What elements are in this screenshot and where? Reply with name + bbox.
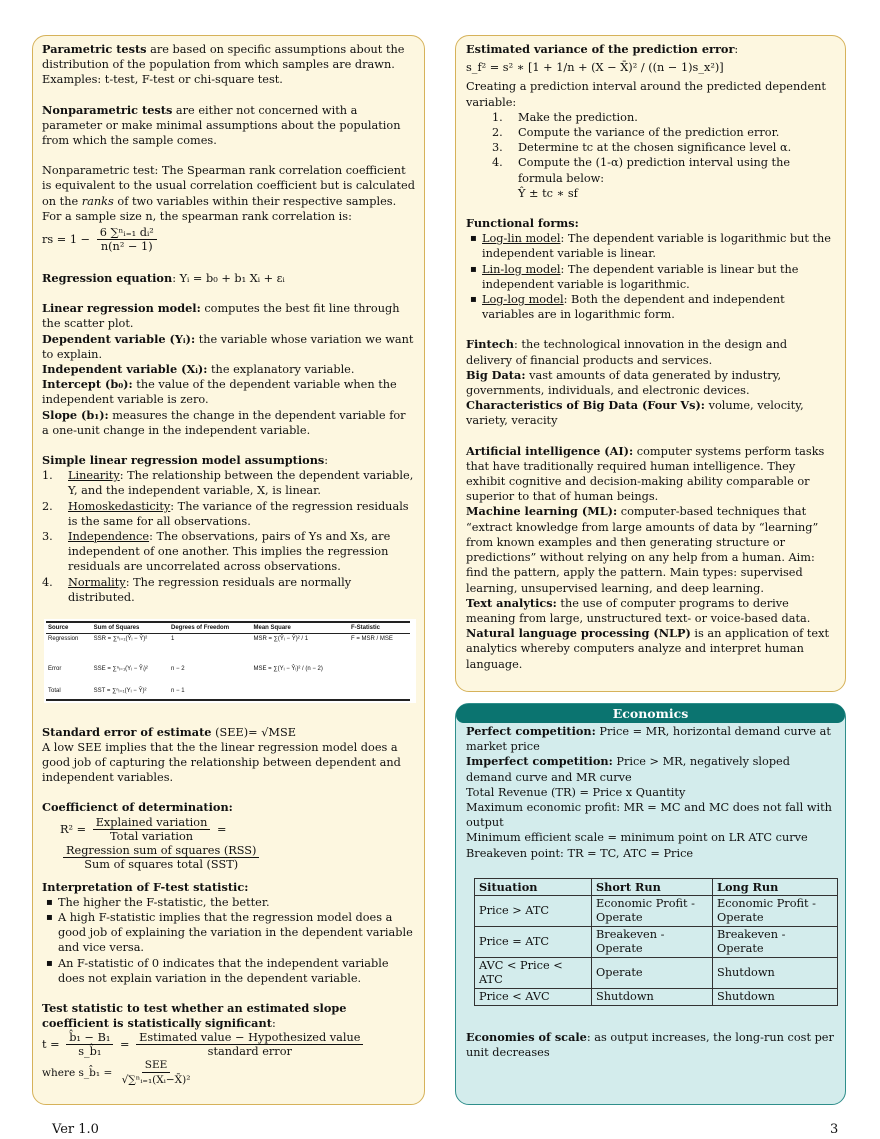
prediction-intro: Creating a prediction interval around the predicted dependent variable: (466, 80, 826, 109)
operate-shutdown-table: Situation Short Run Long Run Price > ATC Economic Profit - Operate Economic Profit - Operate Price = ATC Breakeven - Operate Breakeven - Operate AVC < Price < ATC Operate Shutdown Price < AVC Shutdown Shutdown (474, 878, 838, 1006)
sb-formula: where s_b̂₁ = $\frac{\text{SEE}}{\text{√∑ⁿᵢ₌₁(Xᵢ−X̄)²}}$ (42, 1059, 191, 1087)
definition-item: Artificial intelligence (AI): computer systems perform tasks that have traditionally required human intelligence. They exhibit cognitive and decision-making ability comparable or superior to that of human beings. (466, 443, 825, 504)
definition-item: Linear regression model: computes the best fit line through the scatter plot. (42, 301, 400, 331)
list-item: 4. Compute the (1-α) prediction interval using the formula below: (492, 156, 791, 185)
parametric-tests: Parametric tests are based on specific assumptions about the distribution of the population from which samples are drawn. Examples: t-test, F-test or chi-square test. (42, 42, 405, 87)
version-label: Ver 1.0 (52, 1122, 99, 1137)
economics-line: Minimum efficient scale = minimum point on LR ATC curve (466, 831, 808, 845)
economics-line: Imperfect competition: Price > MR, negatively sloped demand curve and MR curve (466, 754, 790, 784)
economics-panel (455, 703, 846, 1105)
list-item: ▪ The higher the F-statistic, the better. (58, 895, 415, 910)
definition-item: Characteristics of Big Data (Four Vs): volume, velocity, variety, veracity (466, 398, 804, 428)
table-row: Price < AVC Shutdown Shutdown (475, 988, 838, 1005)
right-top-panel (455, 35, 846, 692)
table-row: AVC < Price < ATC Operate Shutdown (475, 957, 838, 988)
anova-table: Source Sum of Squares Degrees of Freedom Mean Square F-Statistic Regression SSR = ∑ⁿᵢ₌₁(Ŷᵢ − Ȳ)² 1 MSR = ∑(Ŷᵢ − Ȳ)² / 1 F = MSR / MSE Error SSE = ∑ⁿᵢ₌₁(Yᵢ − Ŷᵢ)² n − 2 MSE = ∑(Yᵢ − Ŷᵢ)² / (n − 2) Total SST = ∑ⁿᵢ₌₁(Yᵢ − Ȳ)² n − 1 (46, 621, 410, 701)
page-number: 3 (830, 1122, 839, 1137)
ttest-heading: Test statistic to test whether an estimated slope coefficient is statistically significant: (42, 1001, 347, 1031)
assumptions-heading: Simple linear regression model assumptions: (42, 453, 329, 468)
ftest-list (42, 895, 415, 986)
definition-item: Slope (b₁): measures the change in the dependent variable for a one-unit change in the independent variable. (42, 407, 406, 437)
regression-definitions (42, 301, 415, 438)
definition-item: Big Data: vast amounts of data generated by industry, governments, individuals, and electronic devices. (466, 367, 782, 398)
list-item: 3. Determine tc at the chosen significance level α. (492, 141, 792, 155)
economics-line: Perfect competition: Price = MR, horizontal demand curve at market price (466, 724, 831, 754)
economics-line: Maximum economic profit: MR = MC and MC does not fall with output (466, 801, 832, 830)
left-panel (32, 35, 425, 1105)
economies-of-scale: Economies of scale: as output increases, the long-run cost per unit decreases (466, 1029, 834, 1060)
spearman-formula: rs = 1 − $\frac{\text{6 ∑ⁿᵢ₌₁ dᵢ²}}{\text{n(n² − 1)}}$ (42, 226, 415, 254)
list-item: 3. Independence: The observations, pairs of Ys and Xs, are independent of one another. This implies the regression residuals are uncorrelated across observations. (42, 530, 391, 574)
economics-line: Breakeven point: TR = TC, ATC = Price (466, 846, 694, 860)
fintech-section (466, 337, 836, 428)
ai-section (466, 444, 836, 672)
economics-title: Economics (456, 704, 845, 723)
definition-item: Machine learning (ML): computer-based techniques that “extract knowledge from large amounts of data by “learning” from known examples and then generating structure or predictions” without relying on any help from a human. Aim: find the pattern, apply the pattern. Main types: supervised learning, unsupervised learning, and deep learning. (466, 504, 819, 595)
list-item: 2. Compute the variance of the prediction error. (492, 126, 780, 140)
spearman-text: Nonparametric test: The Spearman rank correlation coefficient is equivalent to the usual correlation coefficient but is calculated on the ranks of two variables within their respective samples. For a sample size n, the spearman rank correlation is: (42, 164, 415, 223)
regression-equation: Regression equation: Yᵢ = b₀ + b₁ Xᵢ + εᵢ (42, 271, 285, 286)
prediction-interval: Ŷ ± tc ∗ sf (518, 186, 578, 200)
list-item: 2. Homoskedasticity: The variance of the regression residuals is the same for all observations. (42, 499, 409, 528)
anova-table-figure (44, 619, 416, 703)
ftest-heading: Interpretation of F-test statistic: (42, 879, 249, 894)
economics-line: Total Revenue (TR) = Price x Quantity (466, 785, 686, 799)
ttest-formula: t = $\frac{\text{b̂₁ − B₁}}{\text{s\_b̂₁}}$ = $\frac{\text{Estimated value − Hypothesized value}}{\text{standard error}}$ (42, 1031, 415, 1059)
see-heading: Standard error of estimate (SEE)= √MSE (42, 724, 296, 739)
cod-formula: R² = $\frac{\text{Explained variation}}{\text{Total variation}}$ = $\frac{\text{Regression sum of squares (RSS)}}{\text{Sum of squares total (SST)}}$ (42, 816, 415, 872)
assumptions-list (42, 468, 415, 605)
definition-item: Dependent variable (Yᵢ): the variable whose variation we want to explain. (42, 331, 414, 361)
functional-list (466, 231, 836, 322)
cod-heading: Coefficienct of determination: (42, 800, 233, 815)
definition-item: Intercept (b₀): the value of the dependent variable when the independent variable is zero. (42, 377, 397, 407)
variance-formula: s_f² = s² ∗ [1 + 1/n + (X − X̄)² / ((n − 1)s_x²)] (466, 61, 724, 75)
list-item: ▪ Log-lin model: The dependent variable is logarithmic but the independent variable is linear. (482, 231, 836, 261)
definition-item: Independent variable (Xᵢ): the explanatory variable. (42, 362, 355, 377)
see-description: A low SEE implies that the the linear regression model does a good job of capturing the relationship between dependent and independent variables. (42, 740, 401, 785)
definition-item: Natural language processing (NLP) is an application of text analytics whereby computers analyze and interpret human language. (466, 626, 830, 671)
list-item: ▪ An F-statistic of 0 indicates that the independent variable does not explain variation in the dependent variable. (58, 956, 415, 986)
list-item: 1. Make the prediction. (492, 110, 638, 124)
list-item: ▪ Log-log model: Both the dependent and independent variables are in logarithmic form. (482, 292, 836, 322)
variance-heading: Estimated variance of the prediction error: (466, 42, 739, 56)
functional-heading: Functional forms: (466, 216, 579, 231)
prediction-steps (466, 110, 836, 186)
definition-item: Fintech: the technological innovation in the design and delivery of financial products and services. (466, 337, 788, 367)
nonparametric-tests: Nonparametric tests are either not concerned with a parameter or make minimal assumptions about the population from which the sample comes. (42, 102, 401, 148)
list-item: 4. Normality: The regression residuals are normally distributed. (42, 575, 352, 604)
economics-lines (466, 724, 836, 861)
list-item: ▪ A high F-statistic implies that the regression model does a good job of explaining the variation in the dependent variable and vice versa. (58, 910, 415, 956)
list-item: ▪ Lin-log model: The dependent variable is linear but the independent variable is logarithmic. (482, 262, 836, 292)
table-row: Price > ATC Economic Profit - Operate Economic Profit - Operate (475, 895, 838, 926)
table-row: Price = ATC Breakeven - Operate Breakeven - Operate (475, 926, 838, 957)
definition-item: Text analytics: the use of computer programs to derive meaning from large, unstructured text- or voice-based data. (466, 595, 811, 625)
list-item: 1. Linearity: The relationship between the dependent variable, Y, and the independent variable, X, is linear. (42, 469, 414, 498)
